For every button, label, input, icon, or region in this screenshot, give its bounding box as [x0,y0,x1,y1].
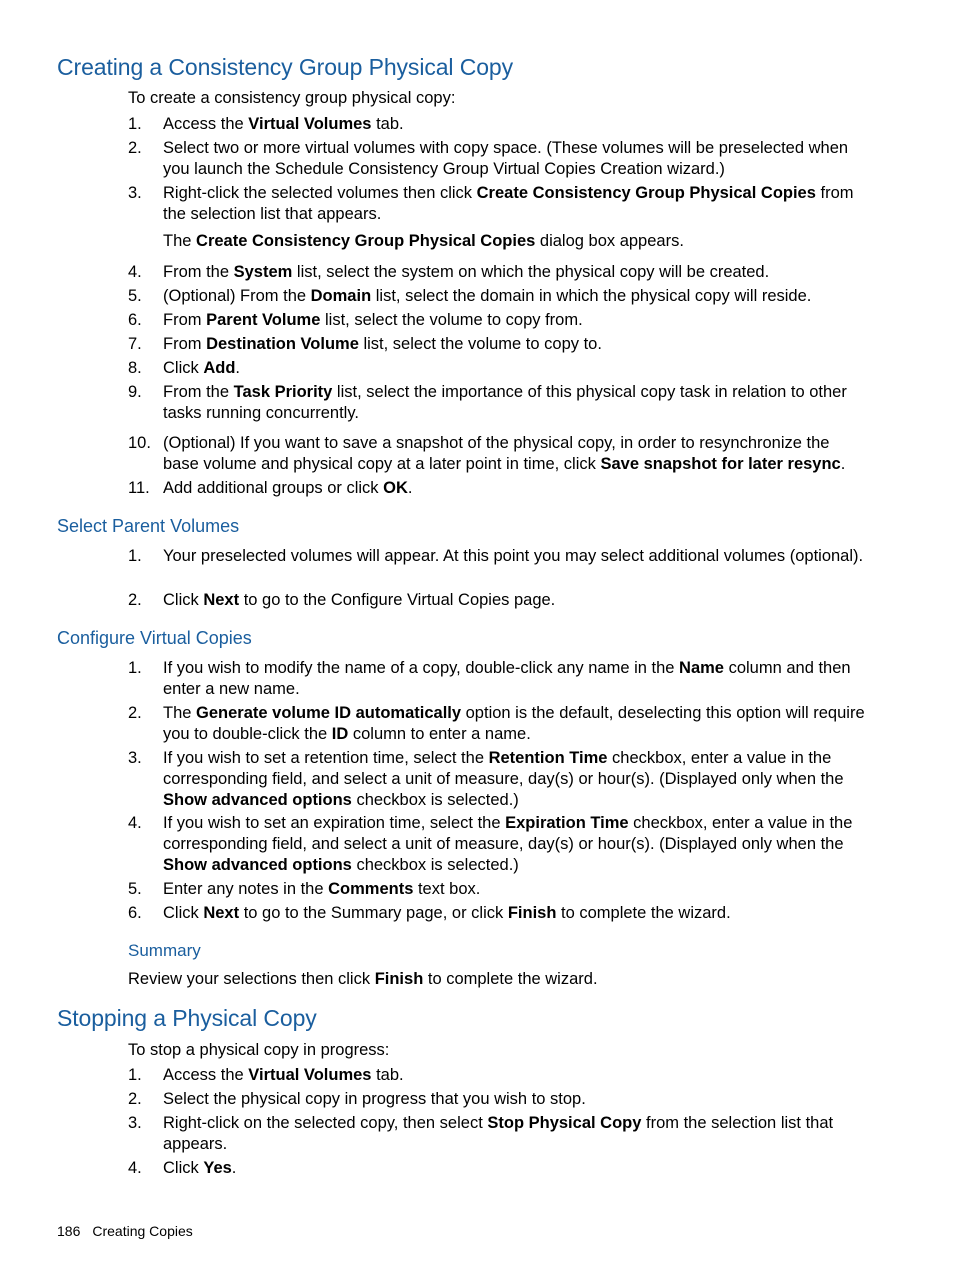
step-number: 3. [128,749,142,767]
ui-term: Destination Volume [206,335,359,353]
step-text: Click Add. [163,359,241,377]
step-text: If you wish to set a retention time, select the Retention Time checkbox, enter a value in the corresponding field, and select a unit of measure, day(s) or hour(s). (Displayed only when the Show advanced options checkbox is selected.) [163,749,844,809]
step-text: Click Yes. [163,1159,237,1177]
ui-term: Next [203,904,240,922]
section-title-consistency-group: Creating a Consistency Group Physical Copy [57,54,514,80]
ui-term: Show advanced options [163,791,352,809]
step-number: 7. [128,335,142,353]
ui-term: Create Consistency Group Physical Copies [476,184,816,202]
step-number: 11. [128,479,150,497]
step-number: 1. [128,115,142,133]
step-text: Select the physical copy in progress that you wish to stop. [163,1090,586,1108]
section-intro: To create a consistency group physical copy: [128,89,456,107]
step-text: Right-click on the selected copy, then select Stop Physical Copy from the selection list that appears. [163,1114,834,1153]
step-text: Select two or more virtual volumes with copy space. (These volumes will be preselected when you launch the Schedule Consistency Group Virtual Copies Creation wizard.) [163,139,849,178]
step-text: From the System list, select the system on which the physical copy will be created. [163,263,770,281]
page-number: 186 [57,1223,81,1239]
step-text: If you wish to modify the name of a copy, double-click any name in the Name column and then enter a new name. [163,659,851,698]
page-footer [57,1223,205,1239]
step-number: 2. [128,139,142,157]
step-text: From Destination Volume list, select the volume to copy to. [163,335,602,353]
ui-term: Next [203,591,240,609]
ui-term: Generate volume ID automatically [196,704,462,722]
summary-paragraph: Review your selections then click Finish to complete the wizard. [128,970,598,988]
step-text: Click Next to go to the Summary page, or click Finish to complete the wizard. [163,904,731,922]
step-text: Right-click the selected volumes then click Create Consistency Group Physical Copies from the selection list that appears. [163,184,854,223]
ui-term: Save snapshot for later resync [600,455,841,473]
ui-term: Create Consistency Group Physical Copies [196,232,536,250]
step-number: 5. [128,880,142,898]
ui-term: Stop Physical Copy [487,1114,642,1132]
ui-term: Add [203,359,236,377]
step-text: The Generate volume ID automatically option is the default, deselecting this option will require you to double-click the ID column to enter a name. [163,704,865,743]
step-text: Your preselected volumes will appear. At this point you may select additional volumes (optional). [163,547,864,565]
step-number: 8. [128,359,142,377]
step-text: (Optional) From the Domain list, select the domain in which the physical copy will reside. [163,287,812,305]
ui-term: Expiration Time [505,814,629,832]
step-number: 6. [128,311,142,329]
step-text: From the Task Priority list, select the importance of this physical copy task in relation to other tasks running concurrently. [163,383,847,422]
ui-term: Virtual Volumes [248,1066,372,1084]
step-number: 5. [128,287,142,305]
step-number: 3. [128,1114,142,1132]
section-intro: To stop a physical copy in progress: [128,1041,390,1059]
step-text: Access the Virtual Volumes tab. [163,115,404,133]
step-text: If you wish to set an expiration time, select the Expiration Time checkbox, enter a value in the corresponding field, and select a unit of measure, day(s) or hour(s). (Displayed only when the Show advanced options checkbox is selected.) [163,814,853,874]
ui-term: Name [679,659,724,677]
step-number: 1. [128,1066,142,1084]
step-number: 10. [128,434,151,452]
chapter-name: Creating Copies [92,1223,193,1239]
step-number: 2. [128,704,142,722]
step-number: 9. [128,383,142,401]
ui-term: System [233,263,293,281]
step-number: 4. [128,814,142,832]
section-title-summary: Summary [128,941,201,960]
ui-term: Domain [310,287,372,305]
step-number: 1. [128,547,142,565]
step-number: 4. [128,1159,142,1177]
ui-term: Task Priority [233,383,333,401]
ui-term: Show advanced options [163,856,352,874]
step-number: 4. [128,263,142,281]
ui-term: Finish [507,904,557,922]
step-number: 2. [128,591,142,609]
step-number: 6. [128,904,142,922]
step-text: Click Next to go to the Configure Virtual Copies page. [163,591,556,609]
section-title-stopping-physical-copy: Stopping a Physical Copy [57,1005,317,1031]
section-title-configure-virtual-copies: Configure Virtual Copies [57,628,252,648]
step-number: 3. [128,184,142,202]
step-note: The Create Consistency Group Physical Copies dialog box appears. [163,232,684,250]
step-number: 1. [128,659,142,677]
ui-term: Virtual Volumes [248,115,372,133]
step-text: Add additional groups or click OK. [163,479,413,497]
ui-term: Comments [328,880,414,898]
ui-term: Retention Time [488,749,608,767]
ui-term: Yes [203,1159,232,1177]
ui-term: Finish [374,970,424,988]
step-number: 2. [128,1090,142,1108]
step-text: (Optional) If you want to save a snapshot of the physical copy, in order to resynchronize the base volume and physical copy at a later point in time, click Save snapshot for later resync. [163,434,846,473]
ui-term: Parent Volume [206,311,321,329]
step-text: Access the Virtual Volumes tab. [163,1066,404,1084]
section-title-select-parent-volumes: Select Parent Volumes [57,516,240,536]
ui-term: OK [383,479,408,497]
step-text: Enter any notes in the Comments text box. [163,880,481,898]
step-text: From Parent Volume list, select the volume to copy from. [163,311,583,329]
ui-term: ID [331,725,349,743]
